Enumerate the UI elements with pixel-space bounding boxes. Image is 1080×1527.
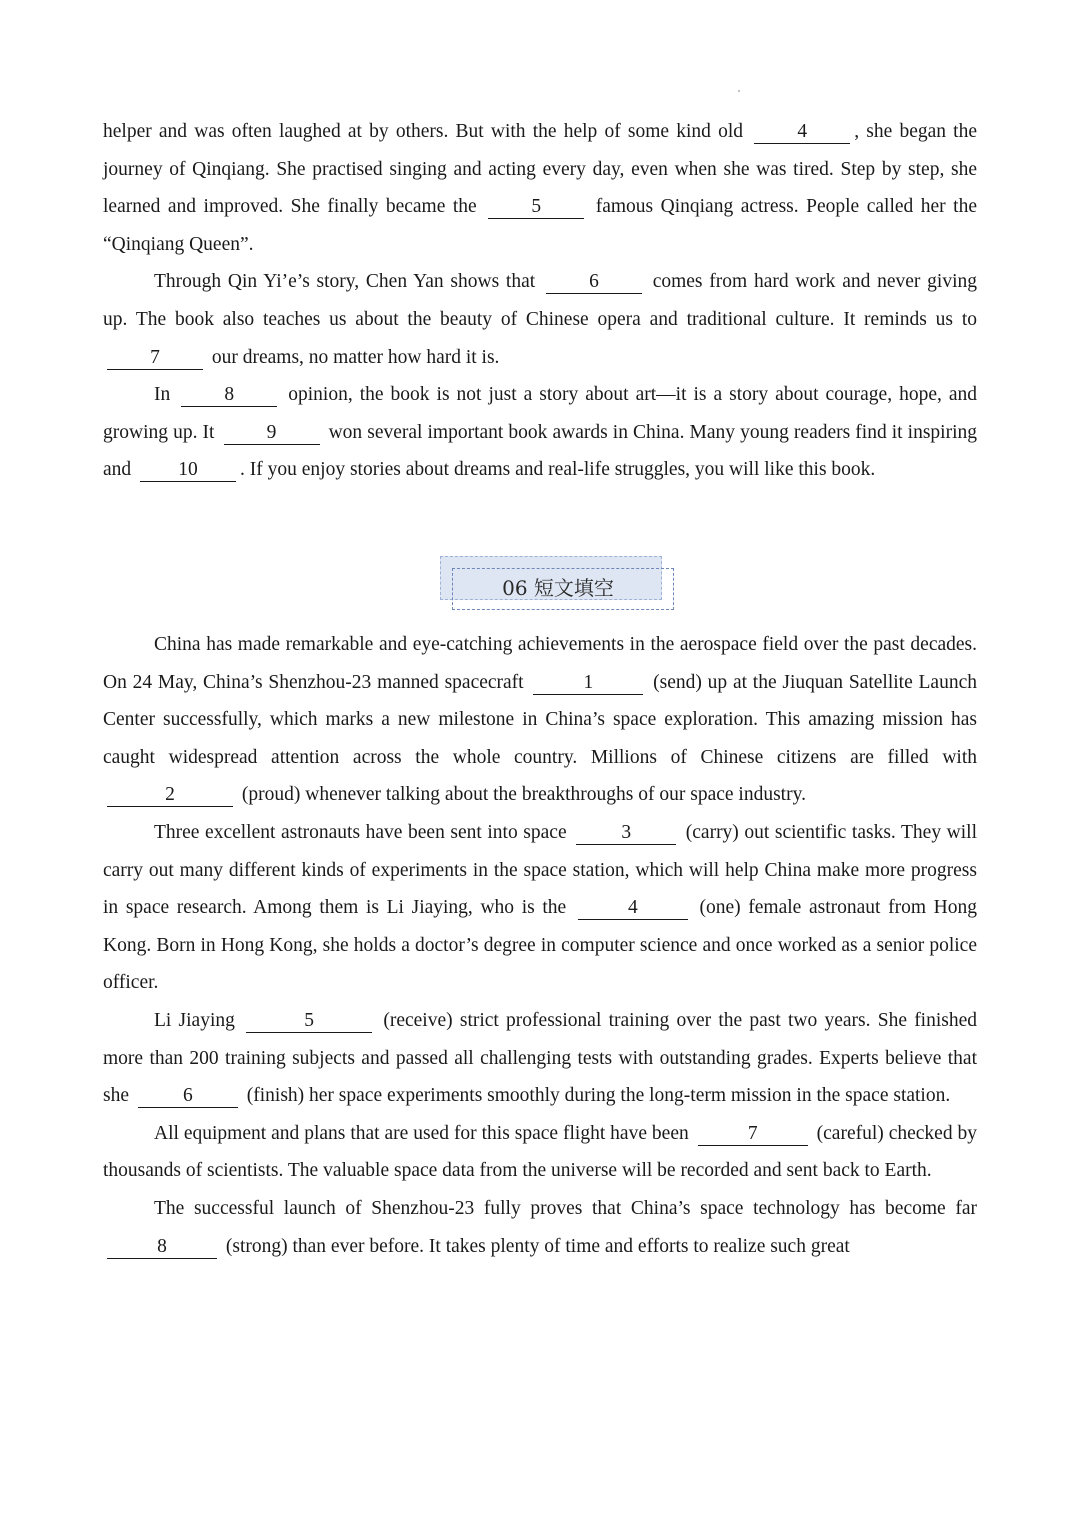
- text-run: (send) up at the Jiuquan Satellite Launch Center successfully, which marks a new milestone in China’s space exploration. This amazing mission has caught widespread attention across the whole country. Millions of Chinese citizens are filled with: [103, 671, 977, 768]
- paragraph-astronauts: [103, 814, 977, 1002]
- text-run: (careful) checked by thousands of scientists. The valuable space data from the universe will be recorded and sent back to Earth.: [103, 1122, 978, 1182]
- text-run: Three excellent astronauts have been sent into space: [154, 821, 567, 843]
- passage-shenzhou: [103, 626, 977, 1265]
- text-run: Through Qin Yi’e’s story, Chen Yan shows that: [154, 271, 536, 293]
- text-run: won several important book awards in China. Many young readers find it inspiring and: [103, 421, 978, 481]
- paragraph-chen-yan-message: [103, 263, 977, 376]
- text-run: (finish) her space experiments smoothly during the long-term mission in the space station.: [246, 1085, 951, 1107]
- blank-7: 7: [698, 1123, 808, 1146]
- blank-6: 6: [138, 1085, 238, 1108]
- text-run: Li Jiaying: [154, 1009, 235, 1031]
- blank-10: 10: [140, 459, 236, 482]
- text-run: (carry) out scientific tasks. They will carry out many different kinds of experiments in the space station, which will help China make more progress in space research. Among them is Li Jiaying, who is the: [103, 821, 977, 919]
- blank-3: 3: [576, 822, 676, 845]
- blank-5: 5: [488, 196, 584, 219]
- blank-2: 2: [107, 784, 233, 807]
- text-run: helper and was often laughed at by others. But with the help of some kind old: [103, 121, 744, 142]
- text-run: In: [154, 384, 171, 406]
- text-run: China has made remarkable and eye-catching achievements in the aerospace field over the past decades. On 24 May, China’s Shenzhou-23 manned spacecraft: [103, 634, 977, 693]
- text-run: opinion, the book is not just a story about art—it is a story about courage, hope, and growing up. It: [103, 384, 977, 443]
- paragraph-technology: [103, 1190, 977, 1265]
- paragraph-launch: [103, 626, 977, 814]
- text-run: (proud) whenever talking about the breakthroughs of our space industry.: [241, 784, 806, 806]
- blank-4: 4: [754, 121, 850, 144]
- blank-4: 4: [578, 897, 688, 920]
- blank-8: 8: [107, 1236, 217, 1259]
- paragraph-opinion: [103, 376, 977, 489]
- blank-8: 8: [181, 384, 277, 407]
- scan-speck: [738, 90, 740, 92]
- text-run: The successful launch of Shenzhou-23 fully proves that China’s space technology has become far: [154, 1197, 977, 1219]
- text-run: , she began the journey of Qinqiang. She practised singing and acting every day, even when she was tired. Step by step, she learned and improved. She finally became the: [103, 121, 978, 218]
- blank-1: 1: [533, 672, 643, 695]
- text-run: famous Qinqiang actress. People called her the “Qinqiang Queen”.: [103, 196, 978, 255]
- paragraph-qinqiang-journey: [103, 113, 977, 263]
- text-run: (one) female astronaut from Hong Kong. Born in Hong Kong, she holds a doctor’s degree in computer science and once worked as a senior police officer.: [103, 897, 977, 994]
- text-run: (strong) than ever before. It takes plenty of time and efforts to realize such great: [225, 1235, 850, 1257]
- section-header: [440, 556, 676, 614]
- text-run: comes from hard work and never giving up. The book also teaches us about the beauty of Chinese opera and traditional culture. It reminds us to: [103, 271, 978, 330]
- blank-9: 9: [224, 422, 320, 445]
- passage-continuation: [103, 113, 977, 489]
- text-run: All equipment and plans that are used for this space flight have been: [154, 1122, 689, 1144]
- text-run: . If you enjoy stories about dreams and real-life struggles, you will like this book.: [240, 459, 876, 481]
- blank-6: 6: [546, 271, 642, 294]
- blank-7: 7: [107, 347, 203, 370]
- text-run: our dreams, no matter how hard it is.: [211, 346, 500, 368]
- section-title: 06 短文填空: [502, 576, 614, 600]
- paragraph-training: [103, 1002, 977, 1115]
- blank-5: 5: [246, 1010, 372, 1033]
- text-run: (receive) strict professional training over the past two years. She finished more than 200 training subjects and passed all challenging tests with outstanding grades. Experts believe that she: [103, 1009, 978, 1107]
- paragraph-equipment: [103, 1115, 977, 1190]
